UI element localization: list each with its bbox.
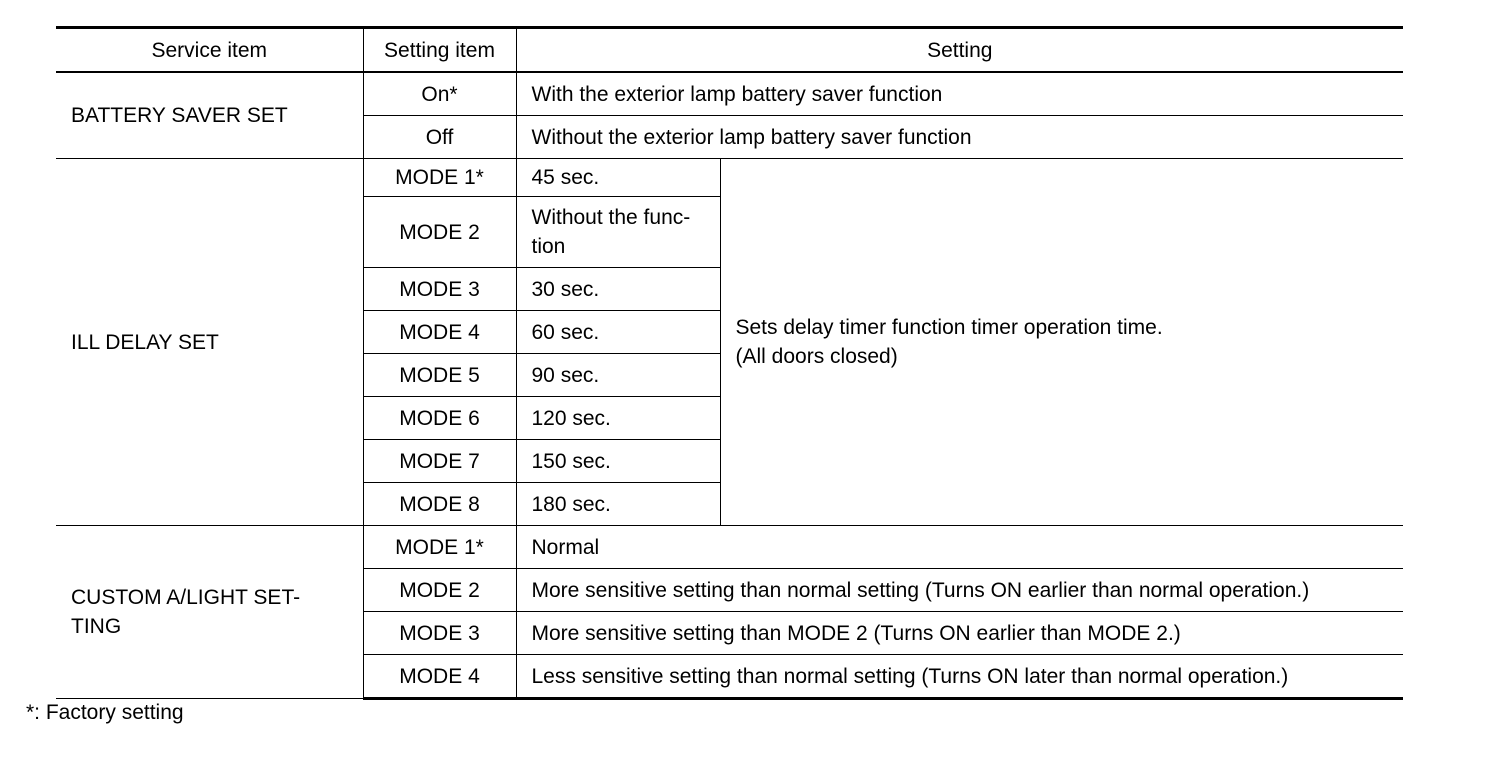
setting-item: MODE 7: [363, 440, 516, 483]
setting-item: MODE 4: [363, 311, 516, 354]
header-service-item: Service item: [56, 28, 363, 73]
header-setting: Setting: [516, 28, 1403, 73]
setting-value: With the exterior lamp battery saver function: [516, 72, 1403, 116]
table-row: [56, 159, 1403, 197]
header-setting-item: Setting item: [363, 28, 516, 73]
setting-item: MODE 5: [363, 354, 516, 397]
setting-value: More sensitive setting than MODE 2 (Turns ON earlier than MODE 2.): [516, 612, 1403, 655]
ill-delay-description: Sets delay timer function timer operation time. (All doors closed): [720, 159, 1403, 526]
setting-value: 180 sec.: [516, 483, 720, 526]
factory-setting-footnote: *: Factory setting: [26, 701, 184, 724]
setting-value: 60 sec.: [516, 311, 720, 354]
setting-item: Off: [363, 116, 516, 159]
setting-item: MODE 8: [363, 483, 516, 526]
setting-item: MODE 4: [363, 655, 516, 699]
setting-value: Normal: [516, 526, 1403, 569]
header-row: [56, 28, 1403, 73]
table-row: [56, 526, 1403, 569]
setting-value: Without the exterior lamp battery saver function: [516, 116, 1403, 159]
service-custom-alight: CUSTOM A/LIGHT SET- TING: [56, 526, 363, 699]
setting-value: 150 sec.: [516, 440, 720, 483]
setting-value: 90 sec.: [516, 354, 720, 397]
setting-item: MODE 2: [363, 569, 516, 612]
setting-item: MODE 6: [363, 397, 516, 440]
setting-value: 45 sec.: [516, 159, 720, 197]
setting-item: MODE 1*: [363, 526, 516, 569]
table-row: [56, 72, 1403, 116]
service-settings-table: [56, 26, 1403, 700]
service-battery-saver: BATTERY SAVER SET: [56, 72, 363, 159]
setting-value: Less sensitive setting than normal setting (Turns ON later than normal operation.): [516, 655, 1403, 699]
setting-item: MODE 3: [363, 612, 516, 655]
setting-item: MODE 3: [363, 268, 516, 311]
setting-item: MODE 2: [363, 197, 516, 268]
setting-value: 30 sec.: [516, 268, 720, 311]
setting-value: 120 sec.: [516, 397, 720, 440]
setting-value: Without the func- tion: [516, 197, 720, 268]
setting-item: MODE 1*: [363, 159, 516, 197]
setting-item: On*: [363, 72, 516, 116]
setting-value: More sensitive setting than normal setting (Turns ON earlier than normal operation.): [516, 569, 1403, 612]
service-ill-delay: ILL DELAY SET: [56, 159, 363, 526]
